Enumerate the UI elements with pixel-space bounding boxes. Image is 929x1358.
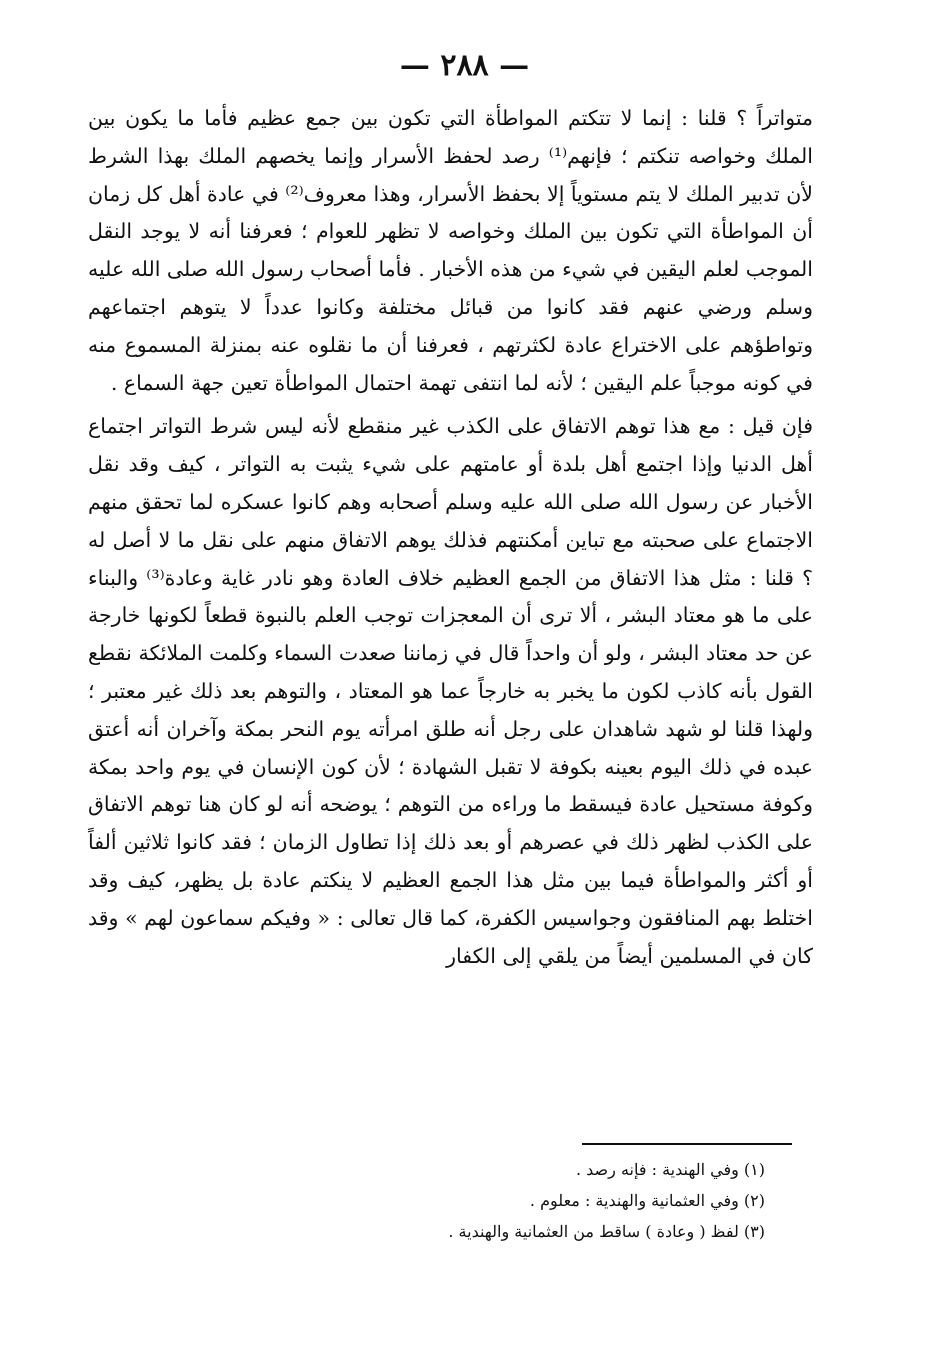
footnote-divider — [582, 1143, 792, 1145]
footnote-2: (٢) وفي العثمانية والهندية : معلوم . — [529, 1191, 765, 1210]
footnote-1: (١) وفي الهندية : فإنه رصد . — [575, 1160, 765, 1179]
body-text — [88, 100, 813, 975]
page-number: — ٢٨٨ — — [399, 48, 530, 83]
paragraph-2: فإن قيل : مع هذا توهم الاتفاق على الكذب غير منقطع لأنه ليس شرط التواتر اجتماع أهل الدنيا وإذا اجتمع أهل بلدة أو عامتهم على شيء يثبت به التواتر ، كيف وقد نقل الأخبار عن رسول الله صلى الله عليه وسلم أصحابه وهم كانوا عسكره لما تحقق منهم الاجتماع على صحبته مع تباين أمكنتهم فذلك يوهم الاتفاق منهم على نقل ما لا أصل له ؟ قلنا : مثل هذا الاتفاق من الجمع العظيم خلاف العادة وهو نادر غاية وعادة⁽³⁾ والبناء على ما هو معتاد البشر ، ألا ترى أن المعجزات توجب العلم بالنبوة قطعاً لكونها خارجة عن حد معتاد البشر ، ولو أن واحداً قال في زماننا صعدت السماء وكلمت الملائكة نقطع القول بأنه كاذب لكون ما يخبر به خارجاً عما هو المعتاد ، والتوهم بعد ذلك غير معتبر ؛ ولهذا قلنا لو شهد شاهدان على رجل أنه طلق امرأته يوم النحر بمكة وآخران أنه أعتق عبده في ذلك اليوم بعينه بكوفة لا تقبل الشهادة ؛ لأن كون الإنسان في يوم واحد بمكة وكوفة مستحيل عادة فيسقط ما وراءه من التوهم ؛ يوضحه أنه لو كان هنا توهم الاتفاق على الكذب لظهر ذلك في عصرهم أو بعد ذلك إذا تطاول الزمان ؛ فقد كانوا ثلاثين ألفاً أو أكثر والمواطأة فيما بين مثل هذا الجمع العظيم لا ينكتم عادة بل يظهر، كيف وقد اختلط بهم المنافقون وجواسيس الكفرة، كما قال تعالى : « وفيكم سماعون لهم » وقد كان في المسلمين أيضاً من يلقي إلى الكفار — [88, 414, 814, 968]
footnotes — [300, 1154, 765, 1247]
footnote-3: (٣) لفظ ( وعادة ) ساقط من العثمانية والهندية . — [448, 1222, 765, 1241]
paragraph-1: متواتراً ؟ قلنا : إنما لا تتكتم المواطأة التي تكون بين جمع عظيم فأما ما يكون بين الملك وخواصه تنكتم ؛ فإنهم⁽¹⁾ رصد لحفظ الأسرار وإنما يخصهم الملك بهذا الشرط لأن تدبير الملك لا يتم مستوياً إلا بحفظ الأسرار، وهذا معروف⁽²⁾ في عادة أهل كل زمان أن المواطأة التي تكون بين الملك وخواصه لا تظهر للعوام ؛ فعرفنا أنه لا يوجد النقل الموجب لعلم اليقين في شيء من هذه الأخبار . فأما أصحاب رسول الله صلى الله عليه وسلم ورضي عنهم فقد كانوا من قبائل مختلفة وكانوا عدداً لا يتوهم اجتماعهم وتواطؤهم على الاختراع عادة لكثرتهم ، فعرفنا أن ما نقلوه عنه بمنزلة المسموع منه في كونه موجباً علم اليقين ؛ لأنه لما انتفى تهمة احتمال المواطأة تعين جهة السماع . — [87, 106, 814, 395]
